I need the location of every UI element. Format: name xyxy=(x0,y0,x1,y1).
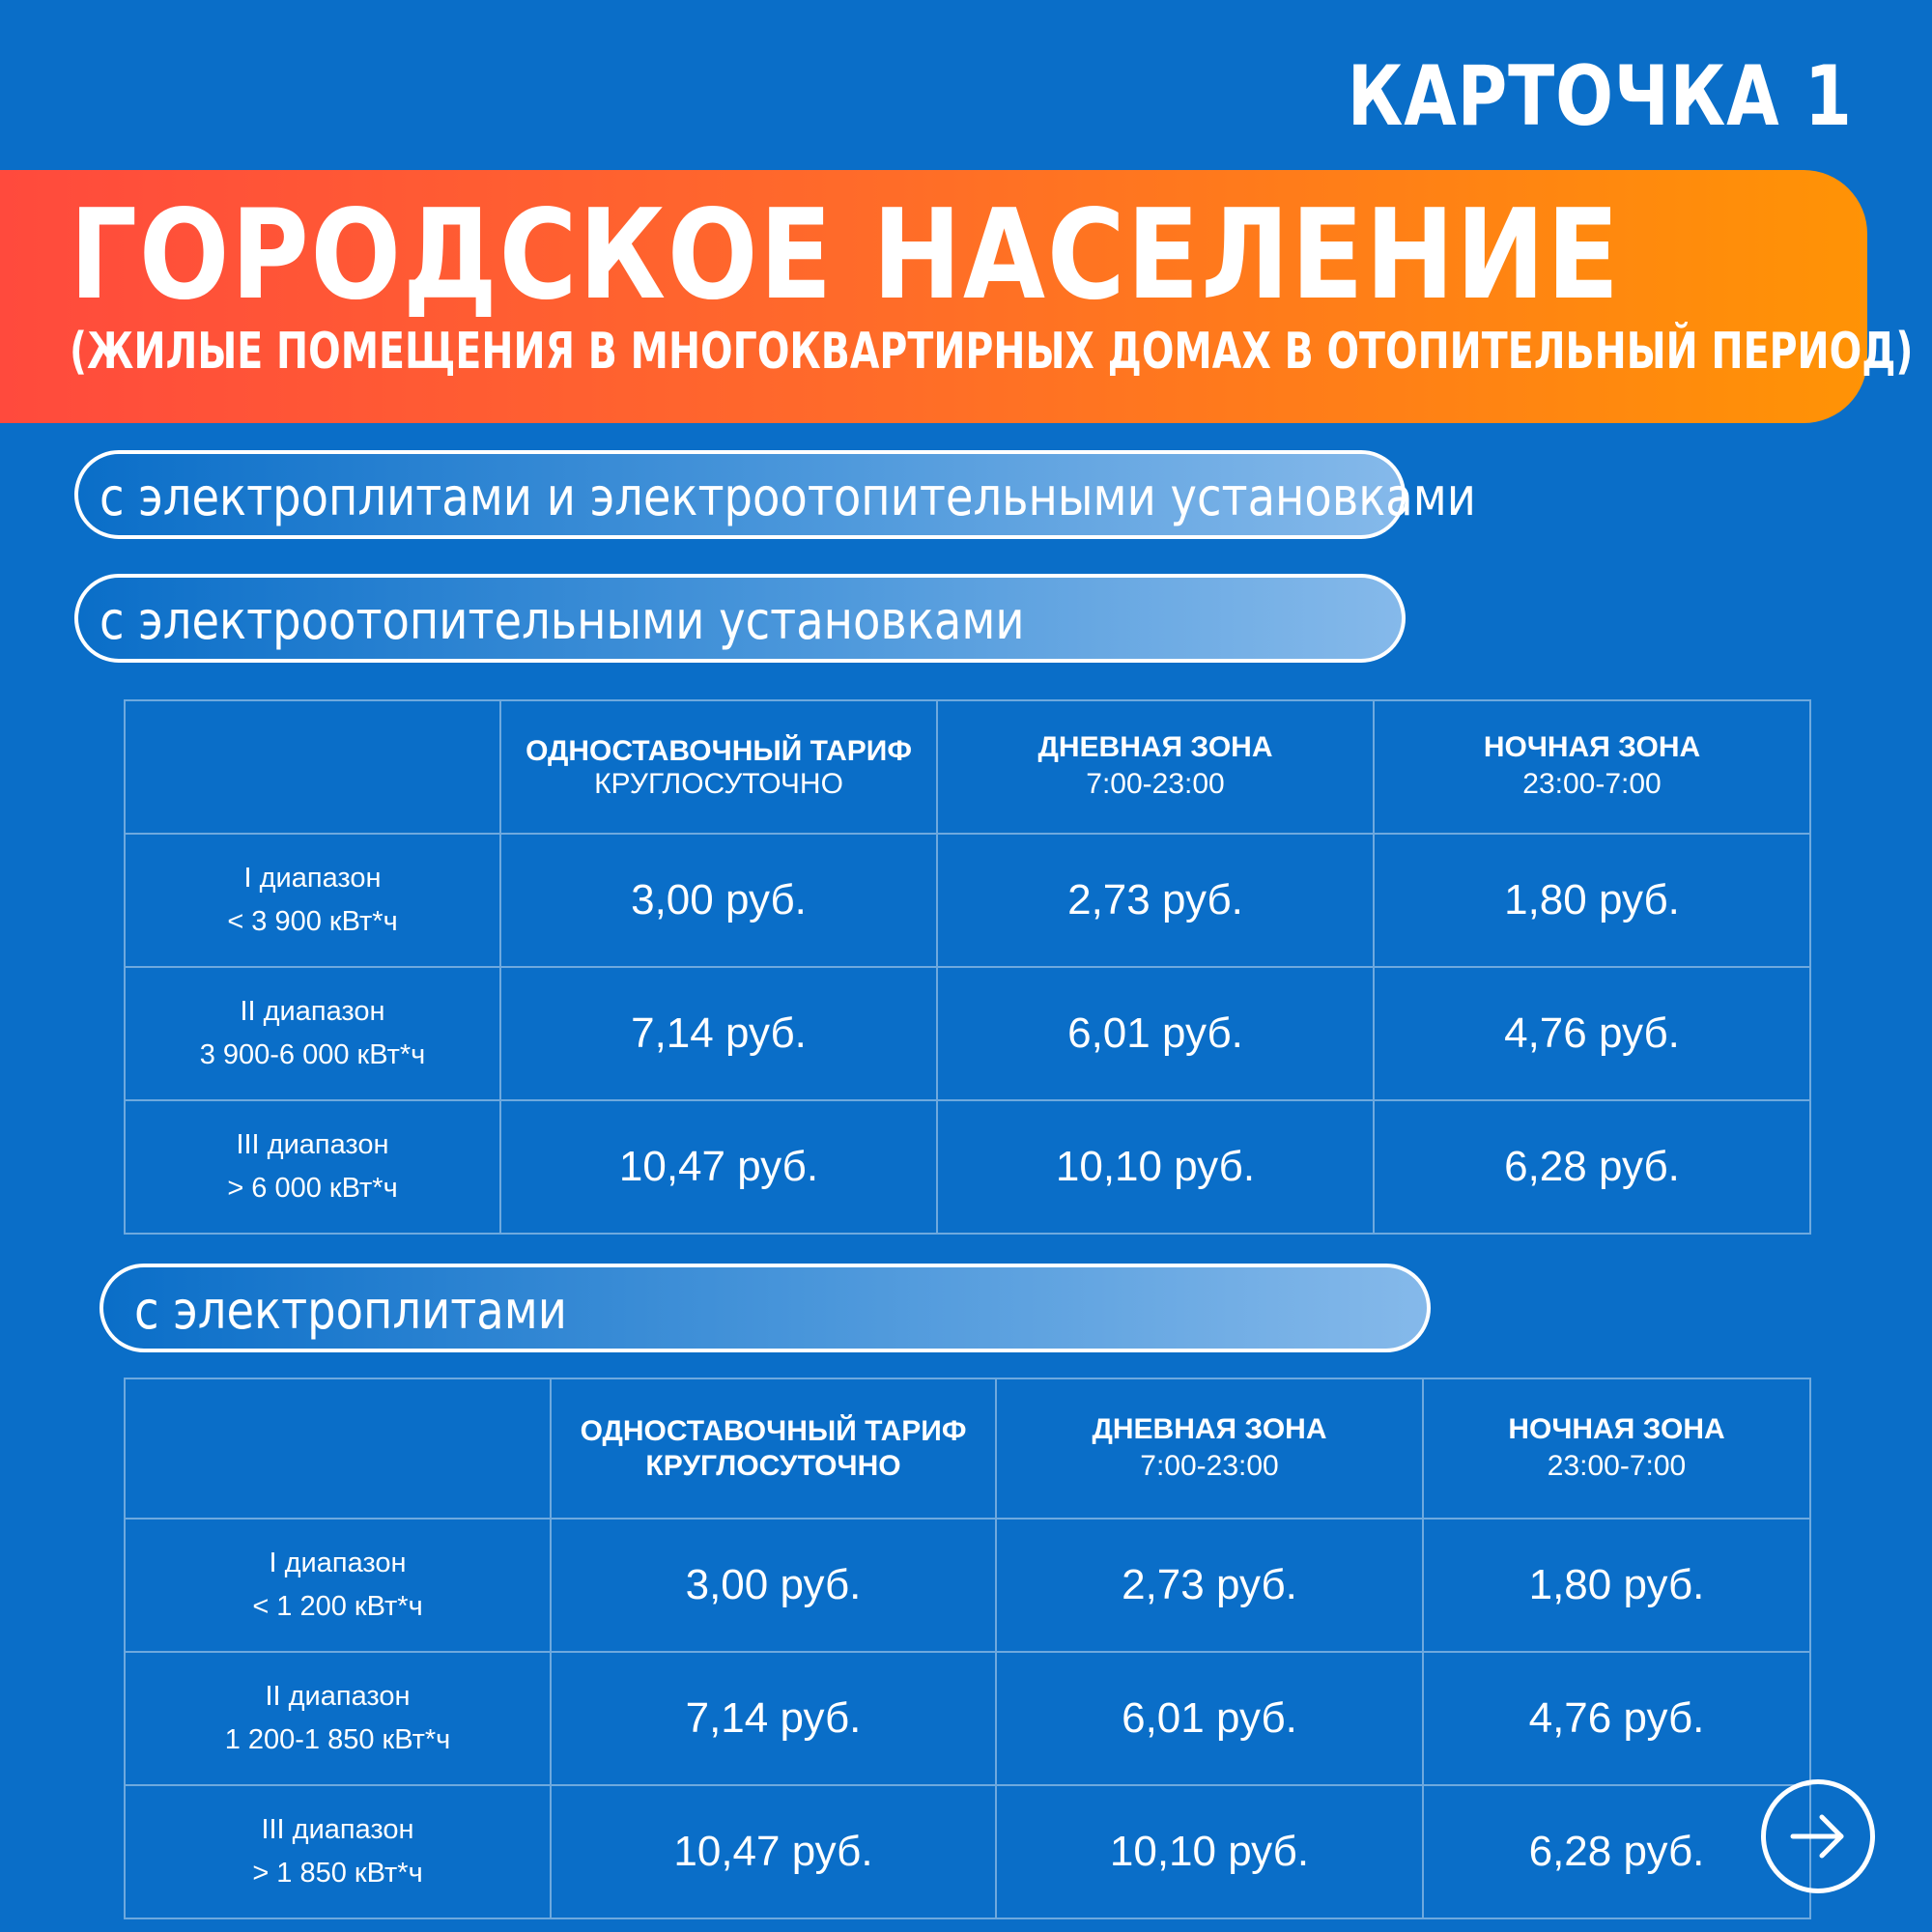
range-limit: < 1 200 кВт*ч xyxy=(252,1591,423,1622)
category-pill-stoves-and-heating xyxy=(74,450,1476,539)
header-title: ДНЕВНАЯ ЗОНА xyxy=(1037,731,1273,763)
range-name: III диапазон xyxy=(236,1129,389,1160)
header-title: ОДНОСТАВОЧНЫЙ ТАРИФ xyxy=(526,735,912,767)
table-row xyxy=(125,1519,1810,1652)
range-name: II диапазон xyxy=(240,996,385,1027)
tariff-table-heating xyxy=(124,699,1811,1235)
price-cell: 1,80 руб. xyxy=(1374,834,1810,967)
header-title: НОЧНАЯ ЗОНА xyxy=(1483,731,1701,763)
table-row xyxy=(125,1652,1810,1785)
price-cell: 6,01 руб. xyxy=(996,1652,1423,1785)
header-title: ОДНОСТАВОЧНЫЙ ТАРИФ xyxy=(580,1414,967,1447)
range-label xyxy=(125,1785,551,1918)
range-limit: < 3 900 кВт*ч xyxy=(227,906,398,937)
price-cell: 2,73 руб. xyxy=(937,834,1374,967)
range-label xyxy=(125,1652,551,1785)
price-cell: 3,00 руб. xyxy=(551,1519,996,1652)
price-cell: 7,14 руб. xyxy=(551,1652,996,1785)
price-cell: 7,14 руб. xyxy=(500,967,937,1100)
header-day-zone xyxy=(996,1378,1423,1519)
header-note: 7:00-23:00 xyxy=(1140,1449,1279,1482)
range-name: I диапазон xyxy=(269,1548,407,1578)
page-subtitle: (ЖИЛЫЕ ПОМЕЩЕНИЯ В МНОГОКВАРТИРНЫХ ДОМАХ В ОТОПИТЕЛЬНЫЙ ПЕРИОД) xyxy=(70,323,1914,381)
price-cell: 10,47 руб. xyxy=(551,1785,996,1918)
table-row xyxy=(125,967,1810,1100)
range-label xyxy=(125,967,500,1100)
header-title: ДНЕВНАЯ ЗОНА xyxy=(1092,1412,1327,1445)
header-night-zone xyxy=(1374,700,1810,834)
header-day-zone xyxy=(937,700,1374,834)
header-note: 23:00-7:00 xyxy=(1547,1449,1687,1482)
page-title: ГОРОДСКОЕ НАСЕЛЕНИЕ xyxy=(70,184,1621,327)
range-label xyxy=(125,1519,551,1652)
price-cell: 4,76 руб. xyxy=(1423,1652,1810,1785)
price-cell: 10,10 руб. xyxy=(996,1785,1423,1918)
range-limit: 1 200-1 850 кВт*ч xyxy=(224,1724,451,1755)
price-cell: 6,28 руб. xyxy=(1423,1785,1810,1918)
header-note: 23:00-7:00 xyxy=(1522,768,1662,800)
category-label: с электроплитами и электроотопительными установками xyxy=(99,467,1476,527)
header-title-line2: КРУГЛОСУТОЧНО xyxy=(645,1449,901,1482)
header-note: 7:00-23:00 xyxy=(1086,768,1225,800)
category-pill-heating xyxy=(74,574,1406,663)
tariff-table-stoves xyxy=(124,1378,1811,1919)
table-header-row xyxy=(125,1378,1810,1519)
range-name: II диапазон xyxy=(265,1681,411,1712)
range-limit: > 1 850 кВт*ч xyxy=(252,1858,423,1889)
price-cell: 6,01 руб. xyxy=(937,967,1374,1100)
card-label: КАРТОЧКА 1 xyxy=(1348,48,1853,145)
price-cell: 1,80 руб. xyxy=(1423,1519,1810,1652)
next-card-button[interactable] xyxy=(1761,1779,1875,1893)
range-name: III диапазон xyxy=(261,1814,414,1845)
header-note: КРУГЛОСУТОЧНО xyxy=(594,768,843,800)
table-row xyxy=(125,834,1810,967)
price-cell: 10,47 руб. xyxy=(500,1100,937,1234)
price-cell: 6,28 руб. xyxy=(1374,1100,1810,1234)
category-pill-stoves xyxy=(99,1264,1431,1352)
category-label: с электроплитами xyxy=(134,1280,567,1341)
empty-header-cell xyxy=(125,1378,551,1519)
arrow-right-icon xyxy=(1787,1805,1849,1867)
range-limit: > 6 000 кВт*ч xyxy=(227,1173,398,1204)
price-cell: 3,00 руб. xyxy=(500,834,937,967)
price-cell: 2,73 руб. xyxy=(996,1519,1423,1652)
table-header-row xyxy=(125,700,1810,834)
price-cell: 4,76 руб. xyxy=(1374,967,1810,1100)
header-single-rate xyxy=(551,1378,996,1519)
header-title: НОЧНАЯ ЗОНА xyxy=(1508,1412,1725,1445)
range-limit: 3 900-6 000 кВт*ч xyxy=(199,1039,426,1070)
price-cell: 10,10 руб. xyxy=(937,1100,1374,1234)
range-label xyxy=(125,1100,500,1234)
table-row xyxy=(125,1785,1810,1918)
category-label: с электроотопительными установками xyxy=(99,590,1025,651)
header-single-rate xyxy=(500,700,937,834)
range-label xyxy=(125,834,500,967)
table-row xyxy=(125,1100,1810,1234)
range-name: I диапазон xyxy=(243,863,382,894)
header-night-zone xyxy=(1423,1378,1810,1519)
empty-header-cell xyxy=(125,700,500,834)
